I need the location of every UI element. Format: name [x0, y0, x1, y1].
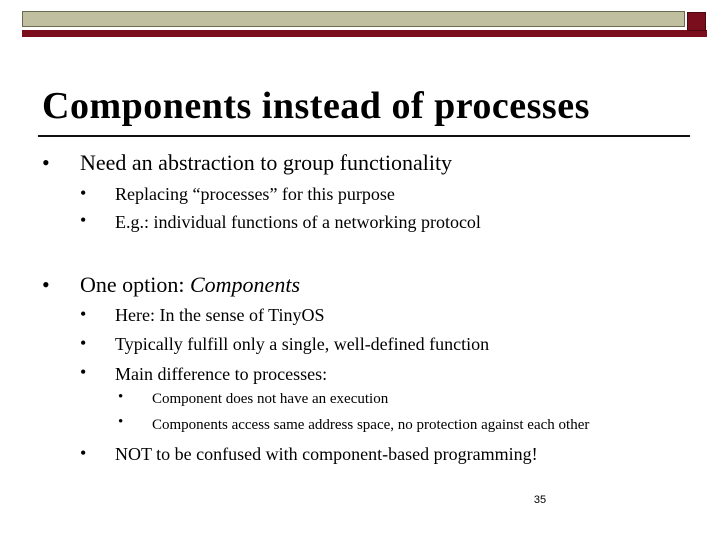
bullet-text-emphasis: Components [190, 272, 300, 297]
sub-bullet-text: Replacing “processes” for this purpose [115, 184, 395, 204]
bullet-icon: • [118, 389, 124, 405]
sub-bullet-text: Here: In the sense of TinyOS [115, 305, 325, 325]
bullet-icon: • [80, 304, 87, 324]
sub-sub-bullet-text: Component does not have an execution [152, 391, 389, 407]
bullet-icon: • [42, 150, 50, 175]
slide-title: Components instead of processes [42, 85, 590, 127]
bullet-text-prefix: One option: [80, 272, 190, 297]
bullet-icon: • [118, 414, 124, 430]
bullet-icon: • [80, 362, 87, 382]
bullet-text: Need an abstraction to group functionality [80, 150, 453, 175]
sub-sub-bullet-text: Components access same address space, no protection against each other [152, 417, 590, 433]
slide-number: 35 [533, 494, 547, 506]
corner-square [687, 12, 706, 31]
bullet-icon: • [80, 443, 87, 463]
bullet-icon: • [42, 272, 50, 297]
bullet-icon: • [80, 210, 87, 230]
sub-bullet-text: NOT to be confused with component-based programming! [115, 444, 538, 464]
bullet-icon: • [80, 333, 87, 353]
header-accent-line [22, 30, 707, 37]
header-bar [22, 11, 685, 27]
sub-bullet-text: Main difference to processes: [115, 364, 328, 384]
bullet-icon: • [80, 183, 87, 203]
sub-bullet-text: E.g.: individual functions of a networking protocol [115, 212, 481, 232]
bullet-text [80, 272, 300, 298]
title-rule [38, 135, 690, 137]
sub-bullet-text: Typically fulfill only a single, well-defined function [115, 334, 490, 354]
